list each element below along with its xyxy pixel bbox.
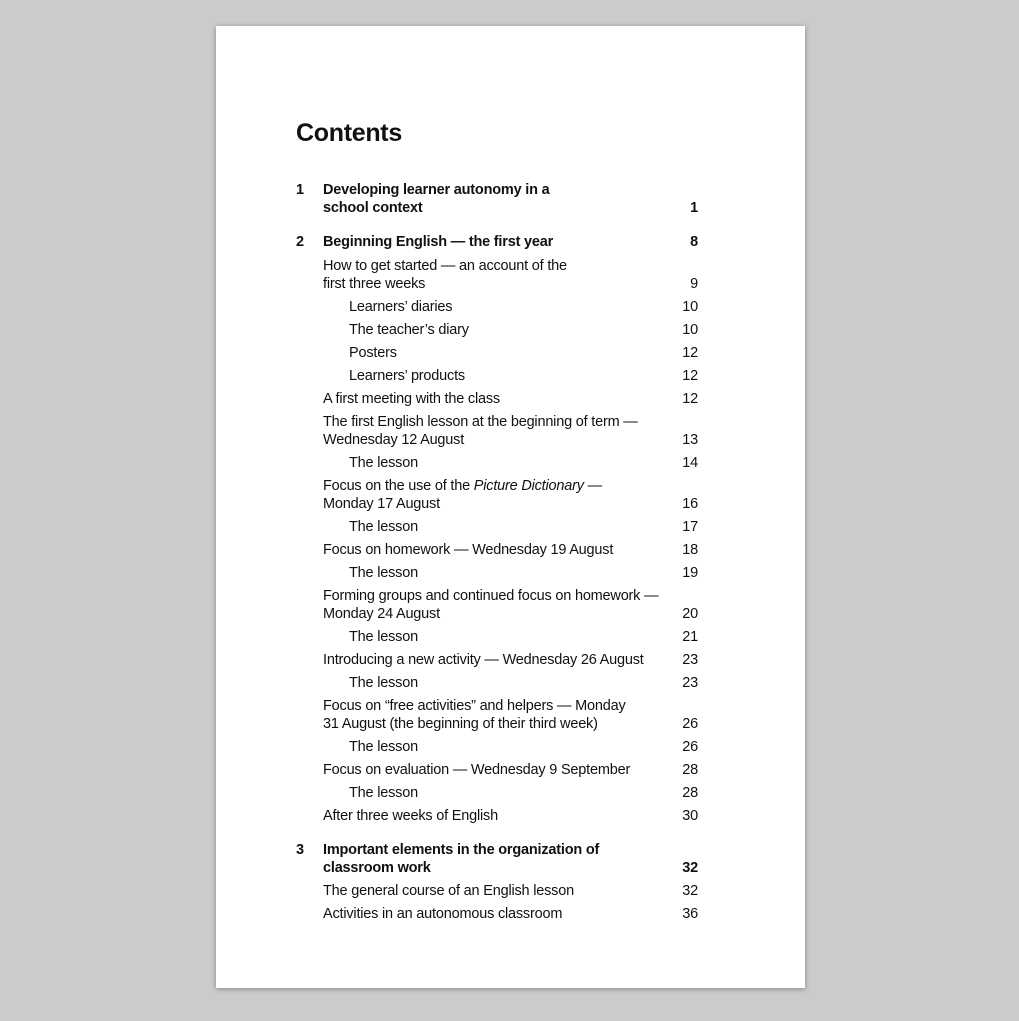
page-number: 12 (682, 345, 698, 361)
subsection-entry (296, 367, 698, 385)
page-number: 8 (690, 234, 698, 250)
entry-title: Developing learner autonomy in a school context (323, 182, 550, 216)
entry-title: Focus on evaluation — Wednesday 9 September (323, 762, 631, 778)
chapter-number: 1 (296, 182, 304, 198)
page-number: 23 (682, 652, 698, 668)
entry-title: Forming groups and continued focus on homework — Monday 24 August (323, 588, 659, 622)
chapter-entry-3 (296, 841, 698, 877)
subsection-entry (296, 784, 698, 802)
entry-title: Learners’ products (349, 368, 465, 384)
page-number: 9 (690, 276, 698, 292)
page-number: 12 (682, 368, 698, 384)
section-entry (296, 761, 698, 779)
page-number: 17 (682, 519, 698, 535)
page-number: 10 (682, 299, 698, 315)
entry-title: Posters (349, 345, 397, 361)
entry-title: The general course of an English lesson (323, 883, 574, 899)
entry-title: Learners’ diaries (349, 299, 453, 315)
page-number: 16 (682, 496, 698, 512)
subsection-entry (296, 674, 698, 692)
section-entry (296, 905, 698, 923)
section-entry (296, 541, 698, 559)
page-number: 23 (682, 675, 698, 691)
entry-title: The teacher’s diary (349, 322, 469, 338)
page-number: 18 (682, 542, 698, 558)
subsection-entry (296, 564, 698, 582)
entry-title-italic: Picture Dictionary (473, 478, 584, 494)
section-entry (296, 390, 698, 408)
entry-title: The first English lesson at the beginning of term — Wednesday 12 August (323, 414, 638, 448)
entry-title: Introducing a new activity — Wednesday 26 August (323, 652, 644, 668)
section-entry (296, 651, 698, 669)
chapter-number: 2 (296, 234, 304, 250)
page-number: 28 (682, 762, 698, 778)
entry-title: The lesson (349, 785, 418, 801)
section-entry (296, 587, 698, 623)
page-number: 13 (682, 432, 698, 448)
entry-title: Beginning English — the first year (323, 234, 554, 250)
entry-title: Focus on homework — Wednesday 19 August (323, 542, 614, 558)
entry-title (323, 477, 623, 513)
subsection-entry (296, 321, 698, 339)
page-number: 20 (682, 606, 698, 622)
page-number: 10 (682, 322, 698, 338)
section-entry (296, 257, 698, 293)
page-number: 12 (682, 391, 698, 407)
page-number: 36 (682, 906, 698, 922)
page-number: 30 (682, 808, 698, 824)
entry-title-pre: Focus on the use of the (323, 478, 474, 494)
entry-title: After three weeks of English (323, 808, 498, 824)
entry-title: How to get started — an account of the first three weeks (323, 258, 567, 292)
entry-title: Important elements in the organization of classroom work (323, 842, 600, 876)
page-number: 21 (682, 629, 698, 645)
subsection-entry (296, 298, 698, 316)
page-number: 14 (682, 455, 698, 471)
page-number: 1 (690, 200, 698, 216)
entry-title: The lesson (349, 519, 418, 535)
section-entry (296, 807, 698, 825)
page-number: 32 (682, 860, 698, 876)
page-number: 32 (682, 883, 698, 899)
page-number: 26 (682, 716, 698, 732)
entry-title: Focus on “free activities” and helpers — Monday 31 August (the beginning of their third week) (323, 698, 626, 732)
entry-title: The lesson (349, 565, 418, 581)
entry-title-post: — Monday 17 August (323, 478, 602, 512)
entry-title: The lesson (349, 739, 418, 755)
section-entry (296, 882, 698, 900)
page-number: 19 (682, 565, 698, 581)
section-entry (296, 413, 698, 449)
subsection-entry (296, 628, 698, 646)
entry-title: The lesson (349, 455, 418, 471)
page-number: 28 (682, 785, 698, 801)
section-entry (296, 477, 698, 513)
chapter-number: 3 (296, 842, 304, 858)
section-entry (296, 697, 698, 733)
chapter-entry-1 (296, 181, 698, 217)
entry-title: The lesson (349, 629, 418, 645)
subsection-entry (296, 738, 698, 756)
entry-title: A first meeting with the class (323, 391, 500, 407)
book-page (216, 26, 805, 988)
subsection-entry (296, 518, 698, 536)
page-number: 26 (682, 739, 698, 755)
table-of-contents (296, 181, 698, 923)
subsection-entry (296, 344, 698, 362)
entry-title: Activities in an autonomous classroom (323, 906, 563, 922)
chapter-entry-2 (296, 233, 698, 251)
subsection-entry (296, 454, 698, 472)
entry-title: The lesson (349, 675, 418, 691)
contents-heading: Contents (296, 119, 402, 147)
